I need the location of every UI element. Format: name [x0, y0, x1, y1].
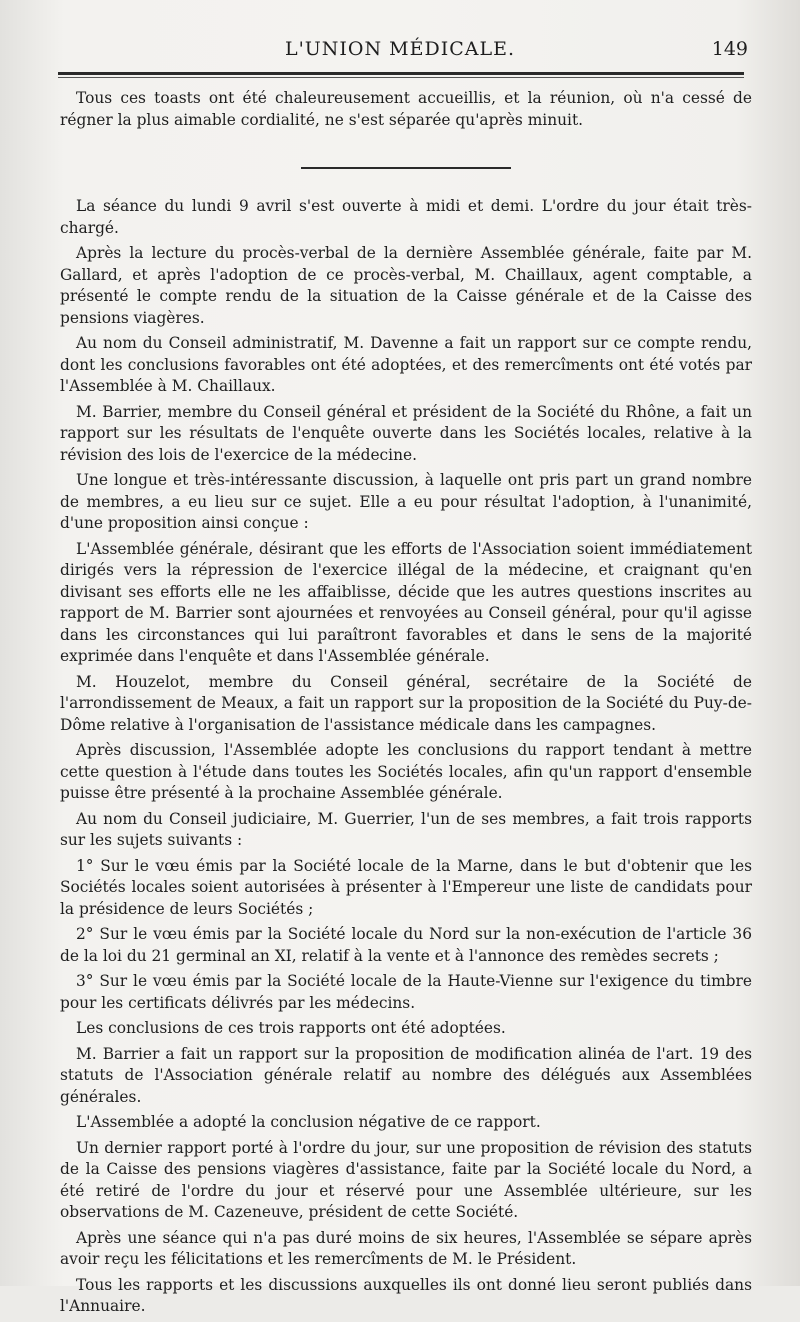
- paragraph-six-heures: Après une séance qui n'a pas duré moins de six heures, l'Assemblée se sépare après avoir reçu les félicitations et les remercîments de M. le Président.: [60, 1228, 752, 1268]
- paragraph-discussion: Une longue et très-intéressante discussion, à laquelle ont pris part un grand nombre de membres, a eu lieu sur ce sujet. Elle a eu pour résultat l'adoption, à l'unanimité, d'une proposition ainsi conçue :: [60, 471, 752, 532]
- paragraph-item-2: 2° Sur le vœu émis par la Société locale du Nord sur la non-exécution de l'article 36 de la loi du 21 germinal an XI, relatif à la vente et à l'annonce des remèdes secrets ;: [60, 925, 752, 965]
- paragraph-resolution: L'Assemblée générale, désirant que les efforts de l'Association soient immédiatement dirigés vers la répression de l'exercice illégal de la médecine, et craignant qu'en divisant ses efforts elle ne les affaiblisse, décide que les autres questions inscrites au rapport de M. Barrier sont ajournées et renvoyées au Conseil général, pour qu'il agisse dans les circonstances qui lui paraîtront favorables et dans le sens de la majorité exprimée dans l'enquête et dans l'Assemblée générale.: [60, 539, 752, 665]
- paragraph-barrier: M. Barrier, membre du Conseil général et président de la Société du Rhône, a fait un rapport sur les résultats de l'enquête ouverte dans les Sociétés locales, relative à la révision des lois de l'exercice de la médecine.: [60, 402, 752, 464]
- paragraph-dernier-rapport: Un dernier rapport porté à l'ordre du jour, sur une proposition de révision des statuts de la Caisse des pensions viagères d'assistance, faite par la Société locale du Nord, a été retiré de l'ordre du jour et réservé pour une Assemblée ultérieure, sur les observations de M. Cazeneuve, président de cette Société.: [60, 1138, 752, 1221]
- header-rule: [58, 72, 744, 75]
- paragraph-houzelot: M. Houzelot, membre du Conseil général, secrétaire de la Société de l'arrondissement de Meaux, a fait un rapport sur la proposition de la Société du Puy-de-Dôme relative à l'organisation de l'assistance médicale dans les campagnes.: [60, 672, 752, 734]
- paragraph-proces-verbal: Après la lecture du procès-verbal de la dernière Assemblée générale, faite par M. Gallard, et après l'adoption de ce procès-verbal, M. Chaillaux, agent comptable, a présenté le compte rendu de la situation de la Caisse générale et de la Caisse des pensions viagères.: [60, 244, 752, 327]
- header-rule-thin: [58, 77, 744, 78]
- running-head: [0, 38, 800, 64]
- body-text: [60, 88, 752, 1322]
- journal-title: L'UNION MÉDICALE.: [284, 38, 516, 60]
- paragraph-negative: L'Assemblée a adopté la conclusion négative de ce rapport.: [76, 1113, 541, 1131]
- paragraph-item-3: 3° Sur le vœu émis par la Société locale de la Haute-Vienne sur l'exigence du timbre pour les certificats délivrés par les médecins.: [60, 972, 752, 1012]
- section-separator: [301, 167, 511, 169]
- paragraph-annuaire: Tous les rapports et les discussions auxquelles ils ont donné lieu seront publiés dans l'Annuaire.: [60, 1275, 752, 1315]
- paragraph-barrier-art19: M. Barrier a fait un rapport sur la proposition de modification alinéa de l'art. 19 des statuts de l'Association générale relatif au nombre des délégués aux Assemblées générales.: [60, 1044, 752, 1106]
- page-number: 149: [711, 38, 748, 60]
- paragraph-seance: La séance du lundi 9 avril s'est ouverte à midi et demi. L'ordre du jour était très-chargé.: [60, 197, 752, 237]
- paragraph-apres-discussion: Après discussion, l'Assemblée adopte les conclusions du rapport tendant à mettre cette question à l'étude dans toutes les Sociétés locales, afin qu'un rapport d'ensemble puisse être présenté à la prochaine Assemblée générale.: [60, 741, 752, 802]
- paragraph-guerrier: Au nom du Conseil judiciaire, M. Guerrier, l'un de ses membres, a fait trois rapports sur les sujets suivants :: [60, 809, 752, 849]
- paragraph-davenne: Au nom du Conseil administratif, M. Davenne a fait un rapport sur ce compte rendu, dont les conclusions favorables ont été adoptées, et des remercîments ont été votés par l'Assemblée à M. Chaillaux.: [60, 334, 752, 395]
- paragraph-toasts: Tous ces toasts ont été chaleureusement accueillis, et la réunion, où n'a cessé de régner la plus aimable cordialité, ne s'est séparée qu'après minuit.: [60, 89, 752, 129]
- paragraph-item-1: 1° Sur le vœu émis par la Société locale de la Marne, dans le but d'obtenir que les Sociétés locales soient autorisées à présenter à l'Empereur une liste de candidats pour la présidence de leurs Sociétés ;: [60, 856, 752, 918]
- paragraph-conclusions: Les conclusions de ces trois rapports ont été adoptées.: [76, 1019, 506, 1037]
